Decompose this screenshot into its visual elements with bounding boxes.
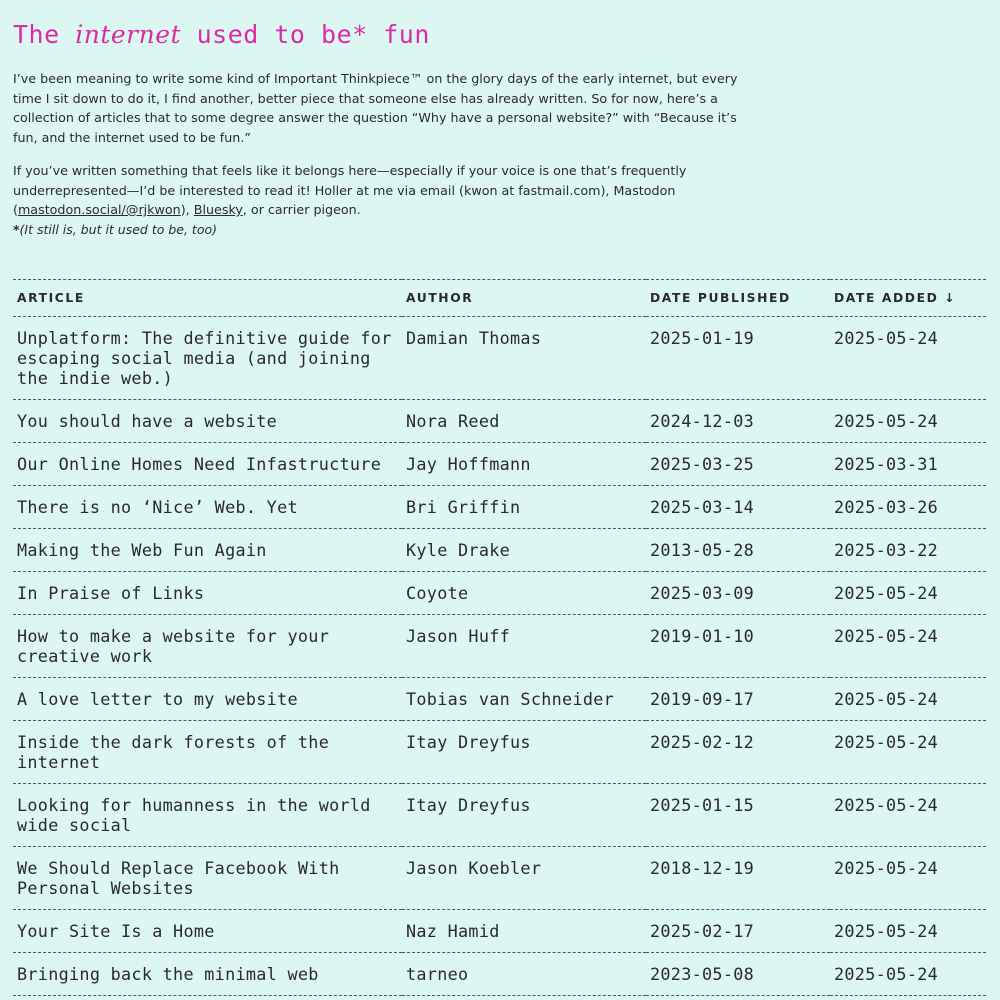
date-added-cell: 2025-03-31: [830, 443, 986, 486]
footnote: [13, 220, 743, 240]
date-published-cell: 2019-09-17: [646, 678, 830, 721]
column-header-author[interactable]: AUTHOR: [402, 280, 646, 317]
author-cell: Itay Dreyfus: [402, 721, 646, 784]
article-link[interactable]: Your Site Is a Home: [13, 910, 402, 953]
article-link[interactable]: Making the Web Fun Again: [13, 529, 402, 572]
date-added-cell: 2025-05-24: [830, 953, 986, 996]
article-link[interactable]: How to make a website for your creative work: [13, 615, 402, 678]
date-published-cell: 2013-05-28: [646, 529, 830, 572]
table-row: [13, 400, 986, 443]
mastodon-link[interactable]: mastodon.social/@rjkwon: [17, 202, 181, 217]
articles-table: [13, 279, 986, 996]
date-published-cell: 2025-03-25: [646, 443, 830, 486]
table-row: [13, 615, 986, 678]
date-published-cell: 2025-02-12: [646, 721, 830, 784]
date-added-cell: 2025-05-24: [830, 615, 986, 678]
column-header-article[interactable]: ARTICLE: [13, 280, 402, 317]
footnote-star: *: [13, 221, 20, 237]
intro-p2-text-b: ),: [180, 202, 194, 217]
table-row: [13, 721, 986, 784]
column-header-date-added[interactable]: DATE ADDED ↓: [830, 280, 986, 317]
author-cell: tarneo: [402, 953, 646, 996]
table-row: [13, 678, 986, 721]
author-cell: Itay Dreyfus: [402, 784, 646, 847]
table-row: [13, 847, 986, 910]
date-added-cell: 2025-05-24: [830, 400, 986, 443]
table-row: [13, 443, 986, 486]
intro-p2-text-c: , or carrier pigeon.: [242, 202, 361, 217]
author-cell: Jason Koebler: [402, 847, 646, 910]
date-published-cell: 2025-02-17: [646, 910, 830, 953]
table-row: [13, 486, 986, 529]
table-header-row: [13, 280, 986, 317]
date-added-cell: 2025-05-24: [830, 317, 986, 400]
date-published-cell: 2025-01-15: [646, 784, 830, 847]
date-published-cell: 2025-03-09: [646, 572, 830, 615]
table-row: [13, 572, 986, 615]
intro-paragraph-2: [13, 161, 743, 220]
date-published-cell: 2025-03-14: [646, 486, 830, 529]
date-added-cell: 2025-05-24: [830, 572, 986, 615]
table-row: [13, 529, 986, 572]
date-added-cell: 2025-03-22: [830, 529, 986, 572]
article-link[interactable]: We Should Replace Facebook With Personal Websites: [13, 847, 402, 910]
table-body: [13, 317, 986, 996]
title-suffix: used to be* fun: [181, 20, 430, 49]
date-published-cell: 2019-01-10: [646, 615, 830, 678]
article-link[interactable]: A love letter to my website: [13, 678, 402, 721]
date-added-cell: 2025-05-24: [830, 721, 986, 784]
date-added-cell: 2025-05-24: [830, 847, 986, 910]
article-link[interactable]: Looking for humanness in the world wide social: [13, 784, 402, 847]
date-published-cell: 2023-05-08: [646, 953, 830, 996]
date-added-cell: 2025-05-24: [830, 678, 986, 721]
date-added-cell: 2025-05-24: [830, 784, 986, 847]
article-link[interactable]: In Praise of Links: [13, 572, 402, 615]
table-row: [13, 910, 986, 953]
author-cell: Naz Hamid: [402, 910, 646, 953]
page-title: [13, 0, 986, 52]
date-published-cell: 2025-01-19: [646, 317, 830, 400]
author-cell: Jay Hoffmann: [402, 443, 646, 486]
date-added-cell: 2025-05-24: [830, 910, 986, 953]
intro-p2-text-a: If you’ve written something that feels like it belongs here—especially if your voice is one that’s frequently underrepresented—I’d be interested to read it! Holler at me via email (kwon at fastmail.com), Mastodon (: [13, 163, 687, 217]
table-row: [13, 317, 986, 400]
title-prefix: The: [13, 20, 76, 49]
author-cell: Damian Thomas: [402, 317, 646, 400]
date-published-cell: 2018-12-19: [646, 847, 830, 910]
article-link[interactable]: Bringing back the minimal web: [13, 953, 402, 996]
column-header-date-published[interactable]: DATE PUBLISHED: [646, 280, 830, 317]
table-row: [13, 784, 986, 847]
date-published-cell: 2024-12-03: [646, 400, 830, 443]
article-link[interactable]: Our Online Homes Need Infastructure: [13, 443, 402, 486]
title-emphasis: internet: [75, 20, 182, 49]
intro: [13, 69, 743, 239]
table-row: [13, 953, 986, 996]
author-cell: Kyle Drake: [402, 529, 646, 572]
bluesky-link[interactable]: Bluesky: [193, 202, 243, 217]
footnote-text: (It still is, but it used to be, too): [19, 221, 218, 237]
intro-paragraph-1: I’ve been meaning to write some kind of Important Thinkpiece™ on the glory days of the early internet, but every time I sit down to do it, I find another, better piece that someone else has already written. So for now, here’s a collection of articles that to some degree answer the question “Why have a personal website?” with “Because it’s fun, and the internet used to be fun.”: [13, 71, 738, 145]
author-cell: Jason Huff: [402, 615, 646, 678]
date-added-cell: 2025-03-26: [830, 486, 986, 529]
article-link[interactable]: You should have a website: [13, 400, 402, 443]
author-cell: Tobias van Schneider: [402, 678, 646, 721]
article-link[interactable]: Inside the dark forests of the internet: [13, 721, 402, 784]
article-link[interactable]: There is no ‘Nice’ Web. Yet: [13, 486, 402, 529]
author-cell: Coyote: [402, 572, 646, 615]
author-cell: Nora Reed: [402, 400, 646, 443]
article-link[interactable]: Unplatform: The definitive guide for escaping social media (and joining the indie web.): [13, 317, 402, 400]
author-cell: Bri Griffin: [402, 486, 646, 529]
